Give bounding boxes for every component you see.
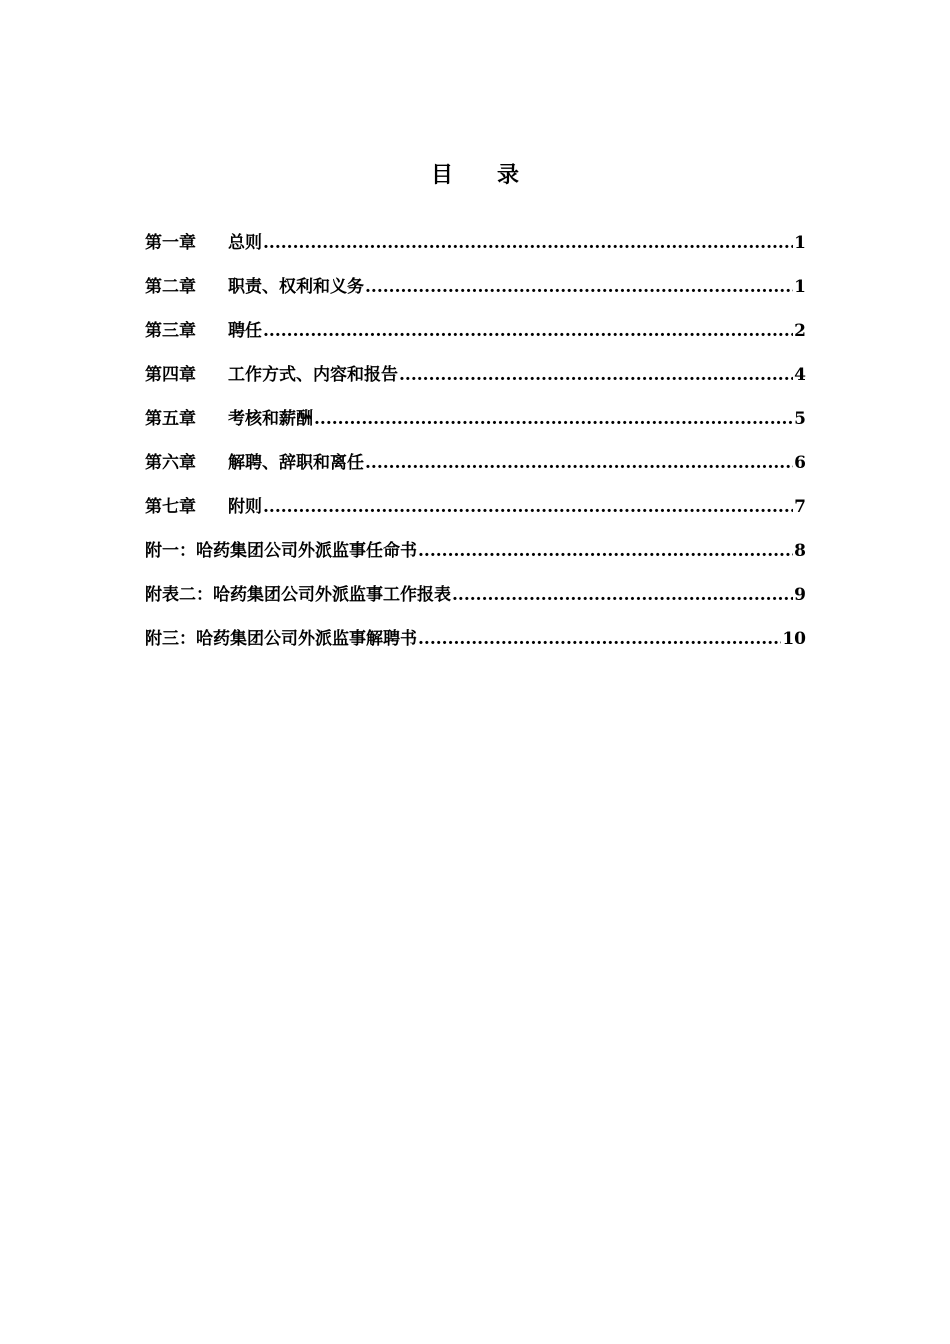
page-number: 5 (794, 409, 806, 429)
dot-leader (314, 409, 793, 429)
dot-leader (452, 585, 793, 605)
dot-leader (365, 277, 793, 297)
toc-title: 目 录 (430, 162, 519, 188)
chapter-title: 聘任 (228, 321, 262, 341)
page-number: 10 (782, 629, 806, 649)
chapter-title: 工作方式、内容和报告 (228, 365, 398, 385)
page-number: 9 (794, 585, 806, 605)
toc-entry-chapter-1[interactable] (145, 228, 806, 272)
page-number: 4 (794, 365, 806, 385)
chapter-title: 总则 (228, 233, 262, 253)
page-number: 6 (794, 453, 806, 473)
chapter-title: 考核和薪酬 (228, 409, 313, 429)
toc-entry-appendix-1[interactable] (145, 536, 806, 580)
chapter-number: 第三章 (145, 321, 196, 341)
chapter-number: 第六章 (145, 453, 196, 473)
dot-leader (263, 321, 793, 341)
toc-entry-chapter-7[interactable] (145, 492, 806, 536)
toc-entry-chapter-5[interactable] (145, 404, 806, 448)
chapter-number: 第七章 (145, 497, 196, 517)
page-number: 1 (794, 233, 806, 253)
chapter-number: 第四章 (145, 365, 196, 385)
toc-entry-chapter-4[interactable] (145, 360, 806, 404)
dot-leader (418, 541, 793, 561)
page-number: 1 (794, 277, 806, 297)
dot-leader (365, 453, 793, 473)
appendix-title: 附三：哈药集团公司外派监事解聘书 (145, 629, 417, 649)
chapter-number: 第一章 (145, 233, 196, 253)
toc-entry-appendix-2[interactable] (145, 580, 806, 624)
page-number: 8 (794, 541, 806, 561)
toc-entry-chapter-3[interactable] (145, 316, 806, 360)
toc-entry-appendix-3[interactable] (145, 624, 806, 668)
page-number: 2 (794, 321, 806, 341)
chapter-title: 解聘、辞职和离任 (228, 453, 364, 473)
chapter-title: 职责、权利和义务 (228, 277, 364, 297)
dot-leader (263, 497, 793, 517)
toc-entry-chapter-6[interactable] (145, 448, 806, 492)
appendix-title: 附一：哈药集团公司外派监事任命书 (145, 541, 417, 561)
dot-leader (263, 233, 793, 253)
chapter-title: 附则 (228, 497, 262, 517)
appendix-title: 附表二：哈药集团公司外派监事工作报表 (145, 585, 451, 605)
toc-entry-chapter-2[interactable] (145, 272, 806, 316)
table-of-contents (145, 228, 806, 668)
dot-leader (399, 365, 793, 385)
chapter-number: 第二章 (145, 277, 196, 297)
page-number: 7 (794, 497, 806, 517)
chapter-number: 第五章 (145, 409, 196, 429)
dot-leader (418, 629, 781, 649)
